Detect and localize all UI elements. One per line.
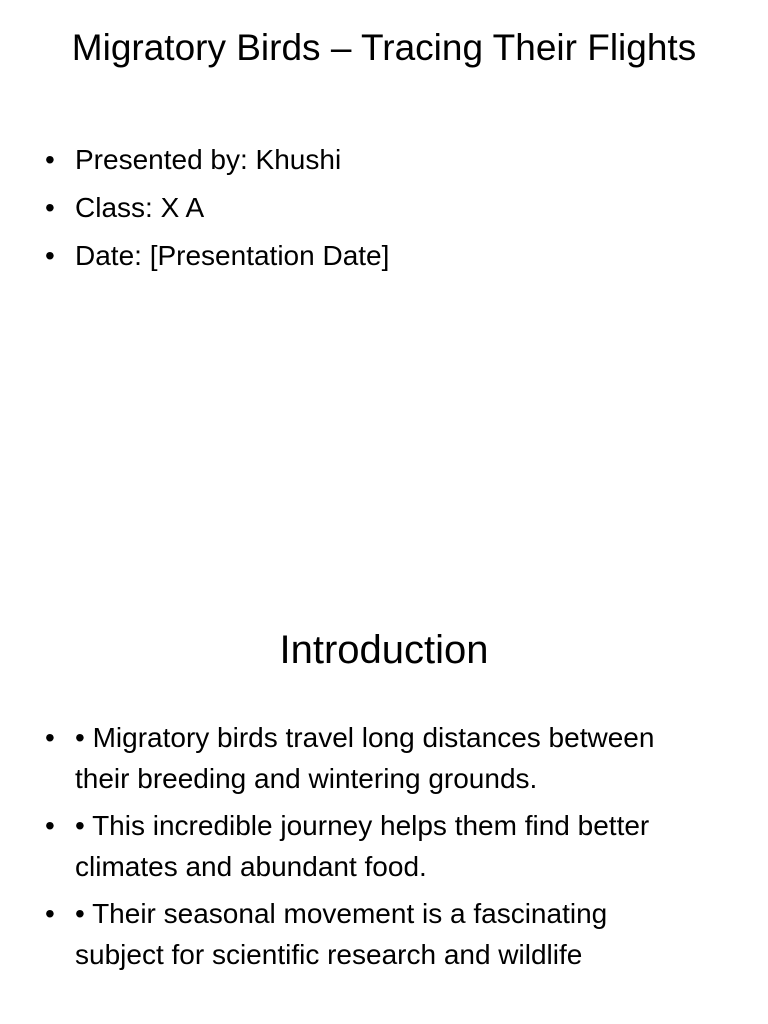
list-item: [40, 893, 680, 975]
slide-title: Migratory Birds – Tracing Their Flights: [71, 27, 697, 68]
list-item-text: • This incredible journey helps them find better climates and abundant food.: [75, 810, 650, 882]
list-item: [40, 188, 680, 228]
list-item: [40, 140, 680, 180]
bullet-list: [40, 140, 680, 284]
list-item: [40, 236, 680, 276]
bullet-icon: •: [45, 192, 55, 223]
bullet-icon: •: [45, 722, 55, 753]
list-item-text: • Their seasonal movement is a fascinating subject for scientific research and wildlife: [75, 898, 608, 970]
list-item: [40, 805, 680, 887]
bullet-icon: •: [45, 144, 55, 175]
list-item-text: Date: [Presentation Date]: [75, 240, 390, 271]
list-item-text: Presented by: Khushi: [75, 144, 342, 175]
bullet-icon: •: [45, 898, 55, 929]
bullet-icon: •: [45, 240, 55, 271]
list-item: [40, 717, 680, 799]
list-item-text: • Migratory birds travel long distances between their breeding and wintering grounds.: [75, 722, 655, 794]
list-item-text: Class: X A: [75, 192, 205, 223]
bullet-list: [40, 717, 680, 981]
slide-title: Introduction: [279, 628, 489, 672]
bullet-icon: •: [45, 810, 55, 841]
introduction-slide: [0, 580, 768, 1024]
